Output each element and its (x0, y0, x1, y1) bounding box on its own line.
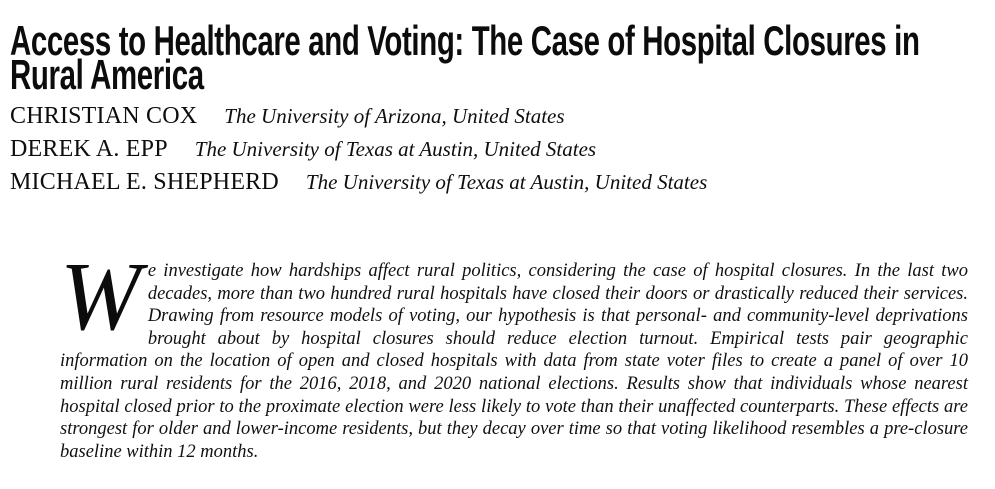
author-affiliation: The University of Texas at Austin, United States (194, 137, 597, 161)
abstract-drop-cap: W (60, 243, 141, 350)
abstract-text: e investigate how hardships affect rural politics, considering the case of hospital closures. In the last two decades, more than two hundred rural hospitals have closed their doors or drastically reduced their services. Drawing from resource models of voting, our hypothesis is that personal- and community-level deprivations brought about by hospital closures should reduce election turnout. Empirical tests pair geographic information on the location of open and closed hospitals with data from state voter files to create a panel of over 10 million rural residents for the 2016, 2018, and 2020 national elections. Results show that individuals whose nearest hospital closed prior to the proximate election were less likely to vote than their unaffected counterparts. These effects are strongest for older and lower-income residents, but they decay over time so that voting likelihood resembles a pre-closure baseline within 12 months. (60, 261, 968, 462)
page-title-line-2: Rural America (10, 51, 204, 98)
author-row (10, 134, 995, 167)
author-row (10, 101, 995, 134)
author-row (10, 167, 995, 200)
author-name: MICHAEL E. SHEPHERD (10, 169, 279, 195)
page-title-line-1: Access to Healthcare and Voting: The Case of Hospital Closures in (10, 17, 920, 64)
author-affiliation: The University of Texas at Austin, United States (305, 170, 708, 194)
author-name: DEREK A. EPP (10, 136, 168, 162)
author-affiliation: The University of Arizona, United States (224, 104, 565, 128)
authors-list (10, 101, 995, 200)
abstract (60, 243, 968, 463)
author-name: CHRISTIAN COX (10, 103, 198, 129)
page-title (0, 0, 995, 98)
